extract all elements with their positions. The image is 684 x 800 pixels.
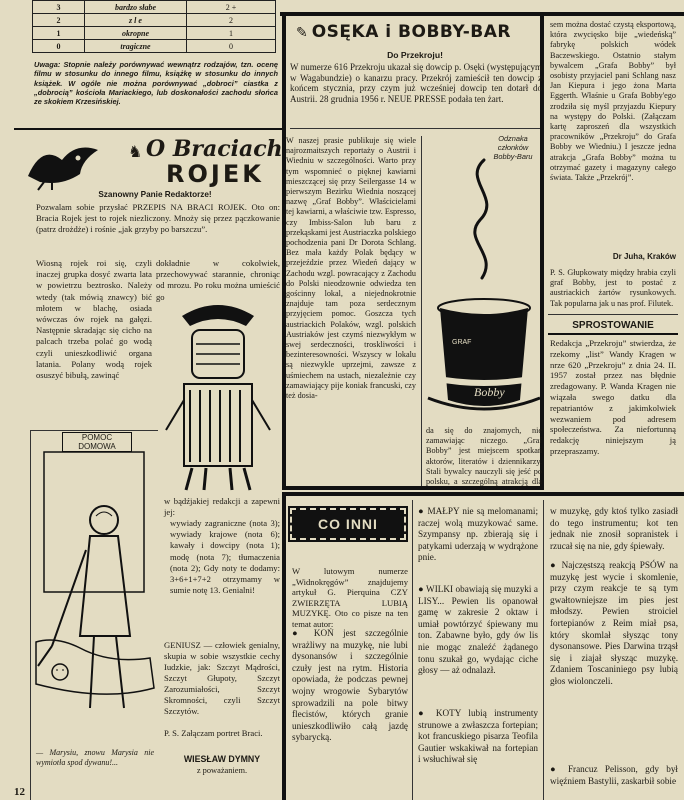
bobby-bar-col3: sem można dostać czystą eksportową, która zwycięsko bije „wiedeńską” fabrykę polskich wódek Baczewskiego. Ostatnio stałym bywalcem „Grafa Bobby” był osobisty przyjaciel pani Schlang nasz Jan Kiepura i jego żona Marta Eggerth. Właśnie u Grafa Bobby'ego zrodziła się myśl przyjazdu Kiepury na występy do Polski. (Załączam kartę zaproszeń dla wszystkich pracowników „Przekroju” do Grafa Bobby we Wiedniu.) I jeszcze jedna atrakcja „Grafa Bobby” można tu otrzymać gazety i magazyny całego świata. Także „Przekrój”.	[550, 20, 676, 183]
sprostowanie-title: SPROSTOWANIE	[548, 320, 678, 335]
bobby-hat-illustration	[422, 150, 544, 422]
horse-icon: ♞	[128, 144, 143, 161]
co-inni-pelisson: ● Francuz Pelisson, gdy był więźniem Bastylii, zaskarbił sobie	[550, 764, 678, 786]
bullet-icon: ●	[550, 560, 558, 570]
bobby-badge-caption: Odznaka członków Bobby-Baru	[493, 134, 533, 161]
bird-illustration	[22, 136, 102, 192]
pomoc-domowa-illustration	[34, 446, 156, 742]
rojek-col2: dokładnie w cokolwiek, przechowywać starannie, chroniąc od mrozu. Po roku można umieścić go	[156, 258, 280, 302]
rojek-title-top: O Braciach	[146, 136, 283, 162]
rating-cell-num: 2	[33, 14, 85, 27]
rating-cell-num: 3	[33, 1, 85, 14]
co-inni-malpy: ● MAŁPY nie są melomanami; raczej wolą muzykować same. Szympansy np. zbierają się i patykami uderzają w wydrążone pnie.	[418, 506, 538, 563]
co-inni-col3a: w muzykę, gdy ktoś tylko zasiadł do tego instrumentu; kot ten jednak nie znosił sopranistek i rzucał się na nie, gdy śpiewały.	[550, 506, 678, 551]
rojek-title-main: ROJEK	[166, 160, 264, 188]
co-inni-divider-2	[543, 500, 544, 800]
bobby-bar-letter: W numerze 616 Przekroju ukazał się dowcip p. Osęki (występującym w Wagabundzie) o kanarzu pracy. Przekrój zamieścił ten dowcip z końcem stycznia, przy czym już wcześniej dowcip ten dotarł do Austrii. 28 grudnia 1956 r. NEUE PRESSE podała ten żart.	[290, 62, 542, 104]
svg-text:GRAF: GRAF	[452, 339, 472, 346]
bobby-col-divider	[421, 136, 422, 486]
rating-cell-points: 2	[187, 14, 276, 27]
rating-table-block	[14, 0, 276, 56]
bobby-bar-col2: da się do znajomych, nie zamawiając niczego. „Graf Bobby” jest miejscem spotkań aktorów, literatów i dziennikarzy. Stali bywalcy nauczyli się jeść po polsku, a szczególną atrakcją dla	[426, 426, 542, 487]
bullet-icon: ●	[418, 506, 425, 516]
bullet-icon: ●	[418, 708, 429, 718]
co-inni-psow: ● Najczęstszą reakcją PSÓW na muzykę jest wycie i skomlenie, przy czym reakcje te są tym gwałtowniejsze im pies jest młodszy. Pewien stroiciel fortepianów z Reim miał psa, który skomlał słysząc tony dysonansowe. Pies Darwina trząsł się i ziajał słysząc muzykę. Zdaniem Toscaniniego psy lubią głos wiolonczeli.	[550, 560, 678, 686]
bobby-bar-salutation: Do Przekroju!	[387, 50, 443, 60]
page-number: 12	[14, 786, 25, 798]
sprostowanie-body: Redakcja „Przekroju” stwierdza, że rzekomy „list” Wandy Kragen w nrze 620 „Przekroju” z dnia 24. II. 1957 został przez nas błędnie zredagowany. P. Wanda Kragen nie wiązała swego datku dla repatriantów z jakimkolwiek wezwaniem pod adresem społeczeństwa. Za niefortunną redakcję niniejszym ją przepraszamy.	[550, 338, 676, 456]
bullet-icon: ●	[550, 764, 561, 774]
rating-table	[32, 0, 276, 53]
co-inni-wilki: ● WILKI obawiają się muzyki a LISY... Pewien lis opanował gamę w zakresie 2 oktaw i umiał powtórzyć śpiewany mu ton. Zabawne było, gdy ów lis nie mogąc znaleźć żądanego tonu szukał go, wydając ciche głosy — aż odnalazł.	[418, 584, 538, 676]
rojek-signature: WIESŁAW DYMNY	[183, 754, 261, 764]
rating-cell-label: z l e	[84, 14, 186, 27]
rojek-list: wywiady zagraniczne (nota 3); wywiady krajowe (nota 6); kawały i dowcipy (nota 1); modę (nota 7); tłumaczenia (nota 2); Gdy noty te dodamy: 3+6+1+7+2 otrzymamy w sumie notę 13. Genialni!	[170, 518, 280, 596]
bobby-bar-divider	[290, 128, 540, 129]
rating-cell-points: 2 +	[187, 1, 276, 14]
bullet-icon: ●	[418, 584, 424, 594]
co-inni-intro: W lutowym numerze „Widnokręgów” znajdujemy artykuł G. Pierquina CZY ZWIERZĘTA LUBIĄ MUZYKĘ. Oto co pisze na ten temat autor:	[292, 566, 408, 629]
co-inni-kon: ● KOŃ jest szczególnie wrażliwy na muzykę, nie lubi dysonansów i szczególnie czuły jest na rytm. Historia opowiada, że podczas pewnej wojny wrogowie Sybarytów sprowadzili na pole bitwy flecistów, których granie unieszkodliwiło całą jazdę sybarycką.	[292, 628, 408, 743]
rating-row	[33, 14, 276, 27]
bobby-bar-ps: P. S. Głupkowaty między hrabia czyli graf Bobby, jest to postać z austriackich żartów rysunkowych. Tak popularna jak u nas prof. Filutek.	[550, 268, 676, 308]
rojek-signature-note: z poważaniem.	[196, 766, 248, 775]
rating-cell-label: bardzo słabe	[84, 1, 186, 14]
co-inni-badge: CO INNI	[290, 508, 406, 540]
svg-text:Bobby: Bobby	[474, 385, 505, 399]
pomoc-domowa-caption: — Marysiu, znowu Marysia nie wymiotła spod dywanu!...	[36, 748, 154, 767]
rojek-salutation: Szanowny Panie Redaktorze!	[98, 190, 212, 199]
divider-left-top	[14, 128, 282, 130]
rojek-col2b: w bądźjakiej redakcji a zapewni jej:	[164, 496, 280, 517]
sprostowanie-divider	[548, 314, 678, 315]
rojek-brothers-illustration	[162, 300, 274, 496]
rating-cell-num: 0	[33, 40, 85, 53]
rating-cell-label: tragiczne	[84, 40, 186, 53]
rojek-col1: Wiosną rojek roi się, czyli inaczej grupka dosyć zwarta lata w powietrzu beztrosko. Należy wtedy (tak mówią znawcy) bić młotem w blachę, osiada wówczas ów rojek na gałęzi. Następnie skradając się cicho na palcach trzeba polać go wodą czyli unieszkodliwić organa latania. Polany wodą rojek osuszyć bibułą, zawinąć	[36, 258, 152, 381]
uwaga-note: Uwaga: Stopnie należy porównywać wewnątrz rodzajów, tzn. ocenę filmu w stosunku do innego filmu, książkę w stosunku do innych książek. W ogóle nie można porównywać „dobroci” ciastka z „dobrocią” kościoła Mariackiego, lub doskonałości zachodu słońca ze skokiem Krzesińskiej.	[34, 60, 278, 107]
co-inni-divider-1	[412, 500, 413, 800]
co-inni-koty: ● KOTY lubią instrumenty strunowe a zwłaszcza fortepian; kot francuskiego pisarza Teofila Gautier wskakiwał na fortepian i wsłuchiwał się	[418, 708, 538, 765]
rating-row	[33, 40, 276, 53]
rating-row	[33, 1, 276, 14]
rojek-intro: Pozwalam sobie przysłać PRZEPIS NA BRACI ROJEK. Oto on: Bracia Rojek jest to rojek niezliczony. Mnoży się przez pączkowanie (patrz drożdże) i rośnie „jak grzyby po barszczu”.	[36, 202, 280, 234]
rating-cell-points: 0	[187, 40, 276, 53]
pen-icon: ✎	[296, 26, 308, 41]
bobby-bar-title: ✎ OSĘKA i BOBBY-BAR	[296, 22, 512, 42]
bobby-bar-signature: Dr Juha, Kraków	[612, 252, 676, 261]
rating-cell-label: okropne	[84, 27, 186, 40]
rojek-ps: P. S. Załączam portret Braci.	[164, 728, 263, 738]
rojek-genius: GENIUSZ — człowiek genialny, skupia w sobie wszystkie cechy Iudzkie, jak: Szczyt Mądrości, Szczyt Głupoty, Szczyt Zarozumiałości, Szczyt Skromności, czyli Szczyt Szczytów.	[164, 640, 280, 716]
rating-cell-points: 1	[187, 27, 276, 40]
rating-row	[33, 27, 276, 40]
bobby-bar-box-right	[280, 12, 684, 16]
bobby-bar-col1: W naszej prasie publikuje się wiele najrozmaitszych reportaży o Austrii i Wiedniu w szczególności. Warto przy tym wspomnieć o pięknej kawiarni mieszczącej się przy Seilergasse 14 w pierwszym Bezirku Wiednia noszącej nazwę „Graf Bobby”. Właścicielami tej kawiarni, a właściwie tzw. Espresso, czy Imbiss-Salon lub baru z przekąskami jest Austriaczka polskiego pochodzenia pani Dr Dorota Schlang. Bez mała każdy Polak będący w przejeździe przez Wiedeń dający w Zachodu wzgl. powracający z Zachodu do Polski nieodzownie odwiedza ten gościnny lokal, a niejednokrotnie znajduje tam poza serdecznym przyjęciem pomoc. Goszcza tych austriackich Polaków, wzgl. polskich Austriaków jest czymś niezwykłym w swej serdeczności, troskliwości i bezinteresowności. Wszyscy w lokalu są niezwykle uprzejmi, zawsze z uśmiechem na ustach, niezależnie czy zamawiający pije koniak francuski, czy też dosia-	[286, 136, 416, 401]
bullet-icon: ●	[292, 628, 305, 638]
rating-cell-num: 1	[33, 27, 85, 40]
pomoc-domowa-sign: POMOC DOMOWA	[62, 432, 132, 452]
